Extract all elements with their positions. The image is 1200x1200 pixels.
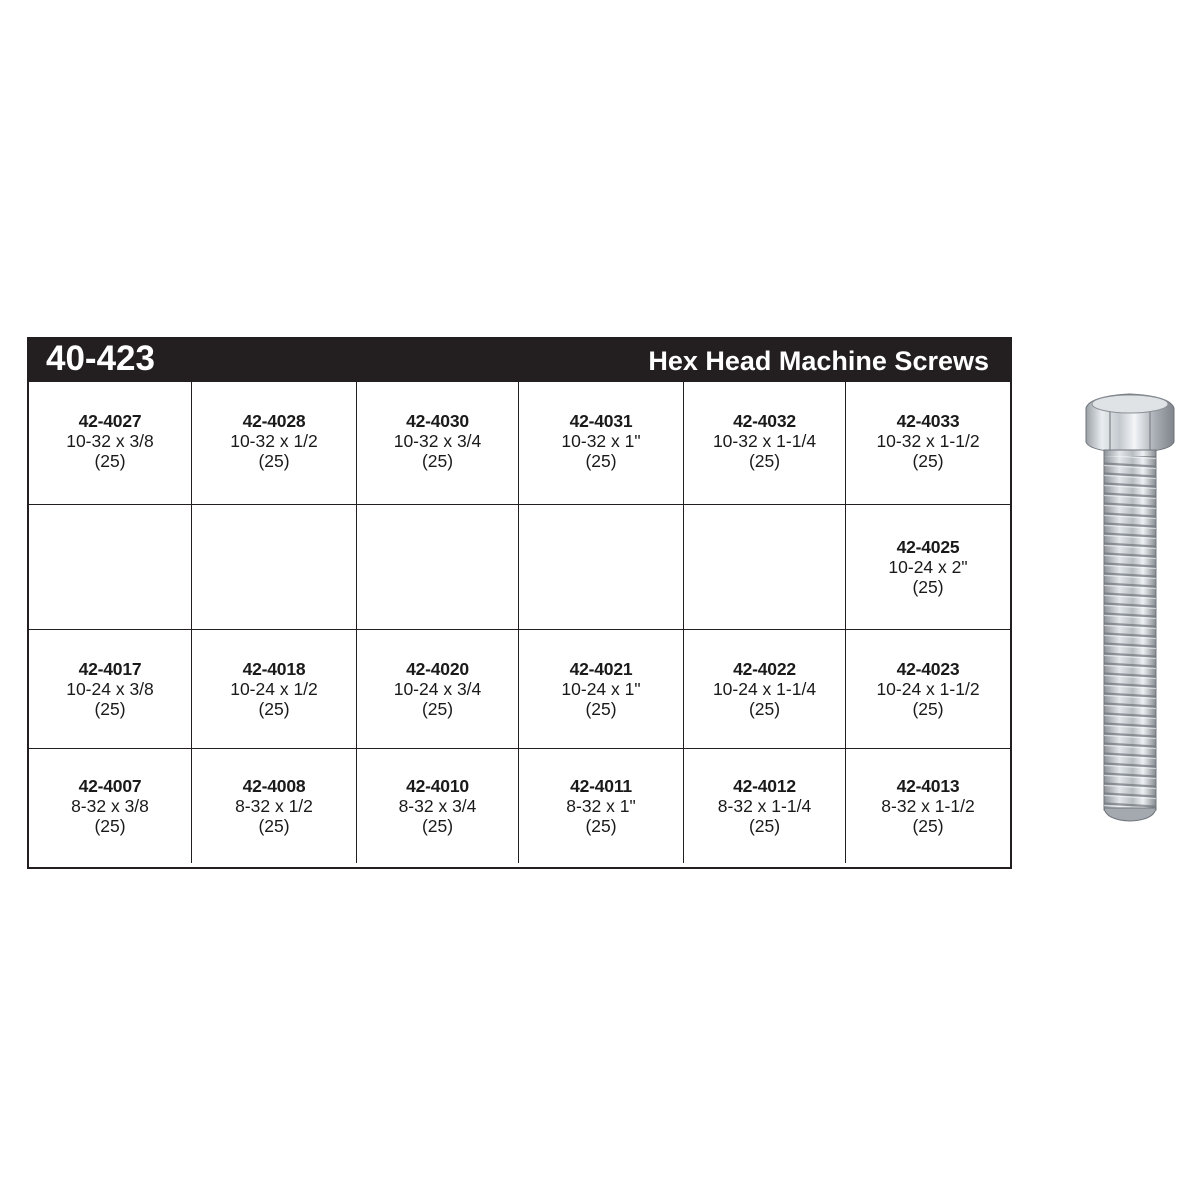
part-quantity: (25): [912, 699, 944, 719]
chart-header: [29, 339, 1010, 382]
part-size: 8-32 x 1/2: [235, 796, 313, 816]
compartment-42-4030: [357, 378, 519, 505]
part-size: 8-32 x 3/4: [398, 796, 477, 816]
part-quantity: (25): [258, 699, 290, 719]
kit-title: Hex Head Machine Screws: [648, 346, 989, 376]
part-size: 10-24 x 1-1/2: [876, 679, 980, 699]
part-size: 10-32 x 1-1/2: [876, 431, 980, 451]
part-number: 42-4023: [896, 659, 960, 679]
compartment-empty: [684, 505, 846, 630]
part-size: 10-32 x 3/8: [66, 431, 154, 451]
part-size: 8-32 x 1-1/4: [717, 796, 812, 816]
part-size: 8-32 x 3/8: [71, 796, 149, 816]
part-quantity: (25): [585, 816, 617, 836]
part-quantity: (25): [748, 699, 781, 719]
part-quantity: (25): [912, 577, 944, 597]
part-number: 42-4020: [406, 659, 469, 679]
compartment-42-4028: [192, 378, 357, 505]
part-size: 10-32 x 1-1/4: [712, 431, 817, 451]
compartment-empty: [29, 505, 192, 630]
part-size: 10-32 x 1": [561, 431, 641, 451]
compartment-empty: [357, 505, 519, 630]
part-number: 42-4008: [242, 776, 306, 796]
compartment-42-4022: [684, 630, 846, 749]
compartment-empty: [192, 505, 357, 630]
compartment-42-4013: [846, 749, 1010, 863]
compartment-42-4033: [846, 378, 1010, 505]
part-quantity: (25): [94, 451, 126, 471]
part-number: 42-4033: [896, 411, 960, 431]
part-number: 42-4025: [896, 537, 960, 557]
part-quantity: (25): [421, 699, 454, 719]
part-size: 10-24 x 3/4: [393, 679, 482, 699]
assortment-chart: [27, 337, 1012, 869]
part-number: 42-4007: [78, 776, 142, 796]
part-size: 8-32 x 1": [566, 796, 636, 816]
part-quantity: (25): [421, 451, 454, 471]
part-quantity: (25): [912, 816, 944, 836]
part-size: 10-24 x 2": [888, 557, 968, 577]
compartment-42-4011: [519, 749, 684, 863]
part-number: 42-4022: [733, 659, 796, 679]
part-number: 42-4011: [570, 776, 632, 796]
compartment-42-4007: [29, 749, 192, 863]
part-size: 10-32 x 3/4: [393, 431, 482, 451]
compartment-42-4032: [684, 378, 846, 505]
part-size: 10-24 x 3/8: [66, 679, 154, 699]
compartment-42-4020: [357, 630, 519, 749]
part-number: 42-4030: [406, 411, 469, 431]
part-number: 42-4031: [569, 411, 633, 431]
compartment-42-4025: [846, 505, 1010, 630]
compartment-42-4018: [192, 630, 357, 749]
part-quantity: (25): [585, 699, 617, 719]
part-quantity: (25): [421, 816, 454, 836]
part-size: 10-24 x 1": [561, 679, 641, 699]
part-number: 42-4013: [896, 776, 960, 796]
part-quantity: (25): [94, 816, 126, 836]
part-number: 42-4032: [733, 411, 796, 431]
part-quantity: (25): [258, 816, 290, 836]
part-size: 10-24 x 1-1/4: [712, 679, 817, 699]
compartment-42-4027: [29, 378, 192, 505]
compartment-42-4012: [684, 749, 846, 863]
part-number: 42-4028: [242, 411, 306, 431]
compartment-42-4031: [519, 378, 684, 505]
compartment-42-4021: [519, 630, 684, 749]
compartment-42-4023: [846, 630, 1010, 749]
part-quantity: (25): [748, 816, 781, 836]
compartment-42-4017: [29, 630, 192, 749]
compartment-grid: [29, 382, 1010, 867]
part-quantity: (25): [585, 451, 617, 471]
compartment-42-4008: [192, 749, 357, 863]
part-size: 10-32 x 1/2: [230, 431, 318, 451]
part-number: 42-4021: [569, 659, 633, 679]
part-quantity: (25): [258, 451, 290, 471]
part-quantity: (25): [94, 699, 126, 719]
part-size: 8-32 x 1-1/2: [881, 796, 975, 816]
part-number: 42-4017: [78, 659, 142, 679]
hex-head-machine-screw-icon: [1080, 390, 1180, 825]
compartment-empty: [519, 505, 684, 630]
part-number: 42-4012: [733, 776, 796, 796]
part-quantity: (25): [748, 451, 781, 471]
compartment-42-4010: [357, 749, 519, 863]
part-quantity: (25): [912, 451, 944, 471]
part-number: 42-4018: [242, 659, 306, 679]
part-number: 42-4010: [406, 776, 469, 796]
part-number: 42-4027: [78, 411, 142, 431]
kit-number: 40-423: [46, 339, 155, 378]
part-size: 10-24 x 1/2: [230, 679, 318, 699]
